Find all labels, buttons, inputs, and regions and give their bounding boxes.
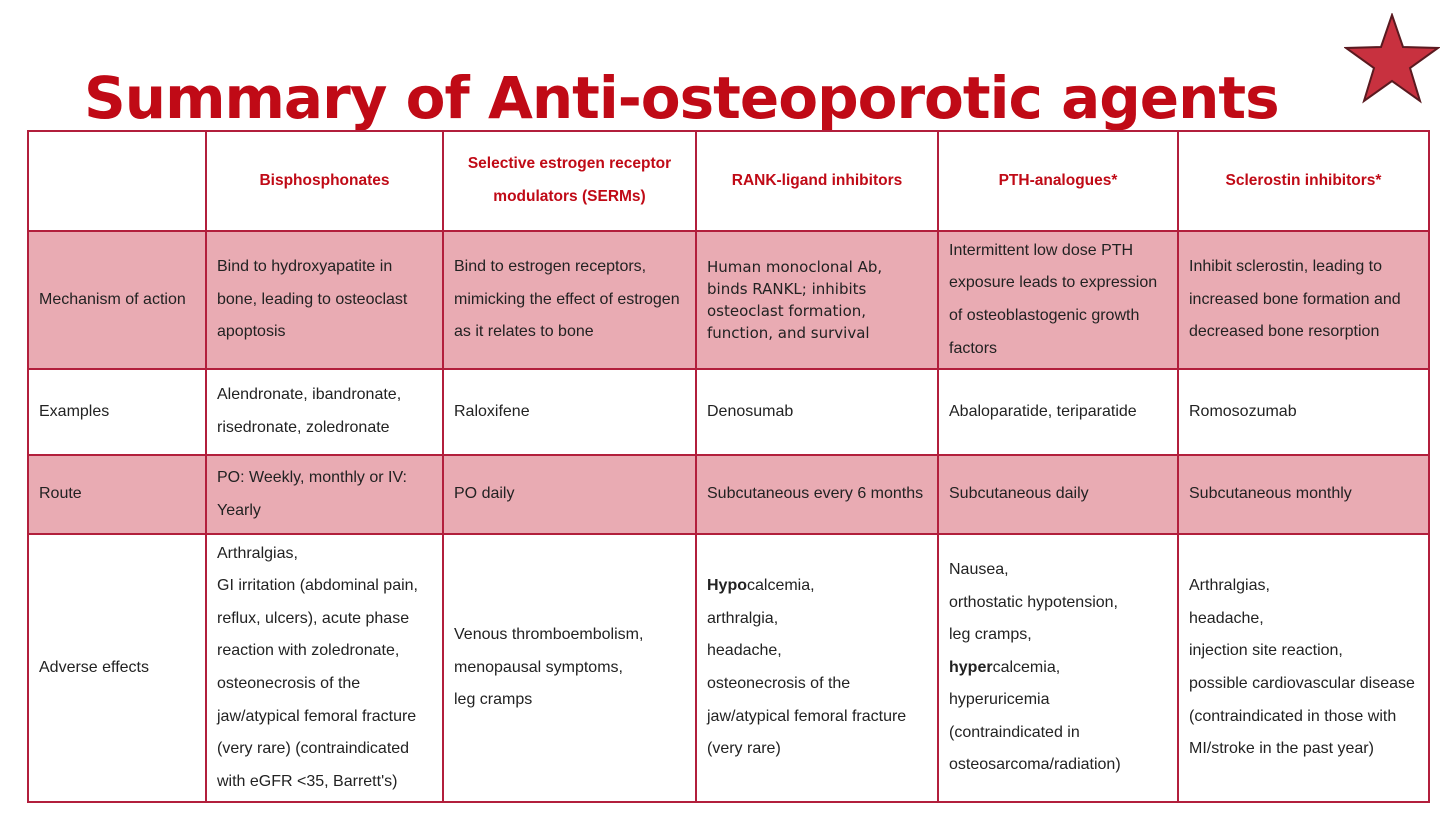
header-bisphosphonates: Bisphosphonates	[206, 131, 443, 231]
cell-route-sclerostin: Subcutaneous monthly	[1178, 455, 1429, 534]
cell-adverse-rankl	[696, 534, 938, 802]
table-row-mechanism	[28, 231, 1429, 369]
cell-mechanism-sclerostin: Inhibit sclerostin, leading to increased bone formation and decreased bone resorption	[1178, 231, 1429, 369]
cell-examples-bisphosphonates: Alendronate, ibandronate, risedronate, zoledronate	[206, 369, 443, 455]
hyper-emphasis: hyper	[949, 658, 993, 676]
adverse-rankl-line: headache,	[707, 642, 782, 660]
cell-examples-rankl: Denosumab	[696, 369, 938, 455]
header-pth-analogues: PTH-analogues*	[938, 131, 1178, 231]
cell-examples-pth: Abaloparatide, teriparatide	[938, 369, 1178, 455]
cell-route-bisphosphonates: PO: Weekly, monthly or IV: Yearly	[206, 455, 443, 534]
cell-route-rankl: Subcutaneous every 6 months	[696, 455, 938, 534]
adverse-serms-line: leg cramps	[454, 691, 533, 709]
cell-examples-sclerostin: Romosozumab	[1178, 369, 1429, 455]
cell-mechanism-pth: Intermittent low dose PTH exposure leads to expression of osteoblastogenic growth factors	[938, 231, 1178, 369]
adverse-pth-line: hyperuricemia	[949, 691, 1050, 709]
table-row-adverse-effects	[28, 534, 1429, 802]
adverse-sclerostin-line: injection site reaction,	[1189, 642, 1343, 660]
row-label-route: Route	[28, 455, 206, 534]
adverse-rankl-line: calcemia,	[747, 577, 815, 595]
adverse-pth-line: calcemia,	[992, 658, 1061, 676]
cell-mechanism-serms: Bind to estrogen receptors, mimicking the effect of estrogen as it relates to bone	[443, 231, 696, 369]
hypo-emphasis: Hypo	[707, 577, 747, 595]
cell-examples-serms: Raloxifene	[443, 369, 696, 455]
adverse-rankl-line: arthralgia,	[707, 609, 779, 627]
adverse-pth-line: (contraindicated in osteosarcoma/radiation)	[949, 723, 1121, 774]
table-row-examples	[28, 369, 1429, 455]
header-sclerostin-inhibitors: Sclerostin inhibitors*	[1178, 131, 1429, 231]
row-label-adverse-effects: Adverse effects	[28, 534, 206, 802]
adverse-serms-line: menopausal symptoms,	[454, 658, 623, 676]
cell-mechanism-bisphosphonates: Bind to hydroxyapatite in bone, leading to osteoclast apoptosis	[206, 231, 443, 369]
cell-adverse-bisphosphonates	[206, 534, 443, 802]
table-header-row	[28, 131, 1429, 231]
cell-mechanism-rankl: Human monoclonal Ab, binds RANKL; inhibits osteoclast formation, function, and survival	[696, 231, 938, 369]
table-row-route	[28, 455, 1429, 534]
star-icon	[1344, 13, 1440, 104]
adverse-sclerostin-line: possible cardiovascular disease (contraindicated in those with MI/stroke in the past year)	[1189, 675, 1415, 758]
row-label-mechanism: Mechanism of action	[28, 231, 206, 369]
adverse-pth-line: Nausea,	[949, 560, 1009, 578]
header-cell-empty	[28, 131, 206, 231]
agents-summary-table	[27, 130, 1430, 803]
adverse-bisphosphonates-line: Arthralgias,	[217, 544, 298, 562]
adverse-bisphosphonates-line: GI irritation (abdominal pain, reflux, ulcers), acute phase reaction with zoledronate, osteonecrosis of the jaw/atypical femoral fracture (very rare) (contraindicated with eGFR <35, Barrett's)	[217, 577, 418, 790]
cell-adverse-sclerostin	[1178, 534, 1429, 802]
cell-adverse-pth	[938, 534, 1178, 802]
header-serms: Selective estrogen receptor modulators (SERMs)	[443, 131, 696, 231]
cell-adverse-serms	[443, 534, 696, 802]
adverse-sclerostin-line: Arthralgias,	[1189, 577, 1270, 595]
row-label-examples: Examples	[28, 369, 206, 455]
adverse-pth-line: orthostatic hypotension,	[949, 593, 1118, 611]
cell-route-serms: PO daily	[443, 455, 696, 534]
header-rankl-inhibitors: RANK-ligand inhibitors	[696, 131, 938, 231]
page-title: Summary of Anti-osteoporotic agents	[84, 64, 1279, 132]
adverse-serms-line: Venous thromboembolism,	[454, 626, 644, 644]
adverse-sclerostin-line: headache,	[1189, 609, 1264, 627]
cell-route-pth: Subcutaneous daily	[938, 455, 1178, 534]
adverse-rankl-line: osteonecrosis of the jaw/atypical femoral fracture (very rare)	[707, 675, 907, 758]
adverse-pth-line: leg cramps,	[949, 626, 1032, 644]
